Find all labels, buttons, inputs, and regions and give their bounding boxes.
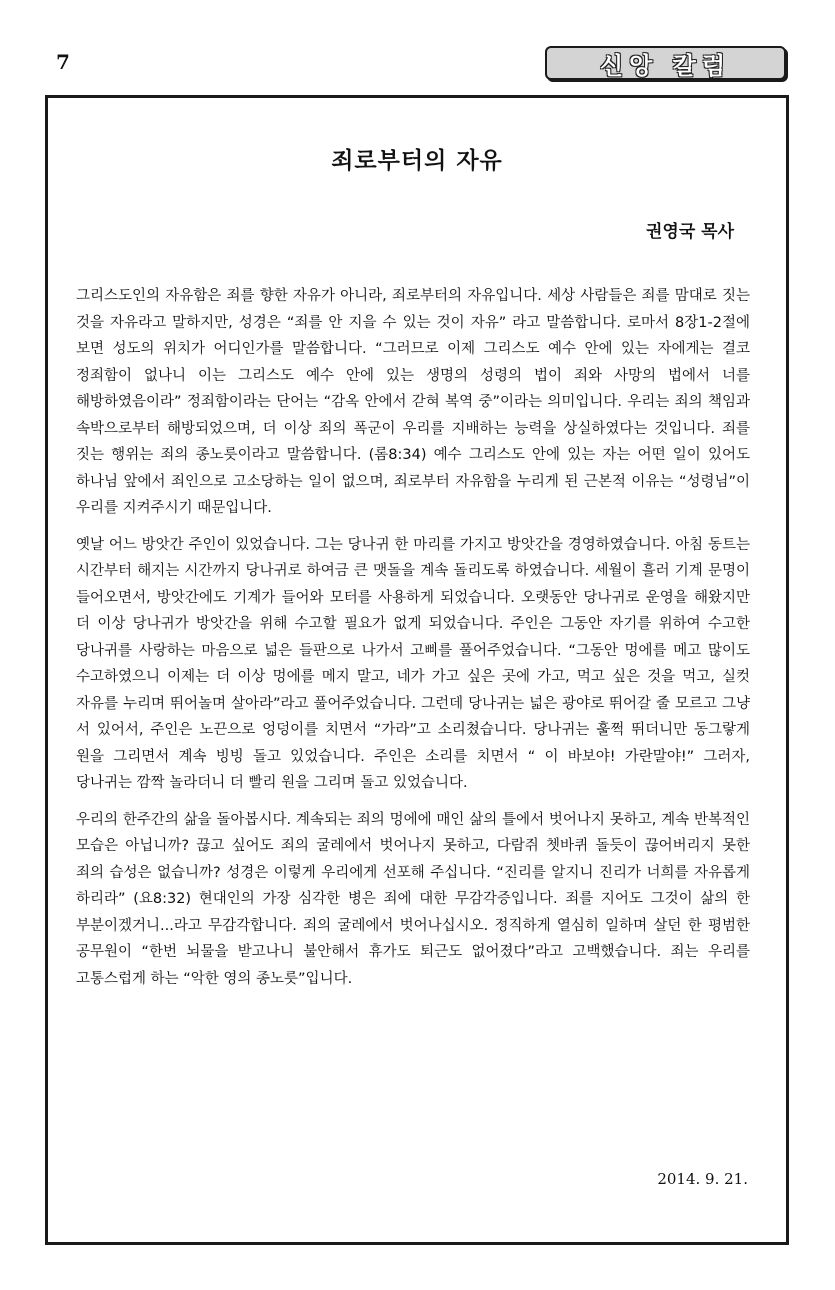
- article-author: 권영국 목사: [645, 222, 734, 242]
- section-label: 신앙 칼럼: [599, 51, 732, 80]
- article-body: [76, 283, 750, 1002]
- article-paragraph: 옛날 어느 방앗간 주인이 있었습니다. 그는 당나귀 한 마리를 가지고 방앗간을 경영하였습니다. 아침 동트는 시간부터 해지는 시간까지 당나귀로 하여금 큰 맷돌을 계속 돌리도록 하였습니다. 세월이 흘러 기계 문명이 들어오면서, 방앗간에도 기계가 들어와 모터를 사용하게 되었습니다. 오랫동안 당나귀로 운영을 해왔지만 더 이상 당나귀가 방앗간을 위해 수고할 필요가 없게 되었습니다. 주인은 그동안 자기를 위하여 수고한 당나귀를 사랑하는 마음으로 넓은 들판으로 나가서 고삐를 풀어주었습니다. “그동안 멍에를 메고 많이도 수고하였으니 이제는 더 이상 멍에를 메지 말고, 네가 가고 싶은 곳에 가고, 먹고 싶은 것을 먹고, 실컷 자유를 누리며 뛰어놀며 살아라”라고 풀어주었습니다. 그런데 당나귀는 넓은 광야로 뛰어갈 줄 모르고 그냥 서 있어서, 주인은 노끈으로 엉덩이를 치면서 “가라”고 소리쳤습니다. 당나귀는 훌쩍 뛰더니만 동그랗게 원을 그리면서 계속 빙빙 돌고 있었습니다. 주인은 소리를 치면서 “ 이 바보야! 가란말야!” 그러자, 당나귀는 깜짝 놀라더니 더 빨리 원을 그리며 돌고 있었습니다.: [76, 536, 750, 791]
- article-paragraph: 그리스도인의 자유함은 죄를 향한 자유가 아니라, 죄로부터의 자유입니다. 세상 사람들은 죄를 맘대로 짓는 것을 자유라고 말하지만, 성경은 “죄를 안 지을 수 있는 것이 자유” 라고 말씀합니다. 로마서 8장1-2절에 보면 성도의 위치가 어디인가를 말씀합니다. “그러므로 이제 그리스도 예수 안에 있는 자에게는 결코 정죄함이 없나니 이는 그리스도 예수 안에 있는 생명의 성령의 법이 죄와 사망의 법에서 너를 해방하였음이라” 정죄함이라는 단어는 “감옥 안에서 갇혀 복역 중”이라는 의미입니다. 우리는 죄의 책임과 속박으로부터 해방되었으며, 더 이상 죄의 폭군이 우리를 지배하는 능력을 상실하였다는 것입니다. 죄를 짓는 행위는 죄의 종노릇이라고 말씀합니다. (롬8:34) 예수 그리스도 안에 있는 자는 어떤 일이 있어도 하나님 앞에서 죄인으로 고소당하는 일이 없으며, 죄로부터 자유함을 누리게 된 근본적 이유는 “성령님”이 우리를 지켜주시기 때문입니다.: [76, 288, 750, 516]
- article-date: 2014. 9. 21.: [657, 1170, 748, 1188]
- section-label-tab: [545, 46, 786, 80]
- article-paragraph: 우리의 한주간의 삶을 돌아봅시다. 계속되는 죄의 멍에에 매인 삶의 틀에서 벗어나지 못하고, 계속 반복적인 모습은 아닙니까? 끊고 싶어도 죄의 굴레에서 벗어나지 못하고, 다람쥐 쳇바퀴 돌듯이 끊어버리지 못한 죄의 습성은 없습니까? 성경은 이렇게 우리에게 선포해 주십니다. “진리를 알지니 진리가 너희를 자유롭게 하리라” (요8:32) 현대인의 가장 심각한 병은 죄에 대한 무감각증입니다. 죄를 지어도 그것이 삶의 한 부분이겠거니...라고 무감각합니다. 죄의 굴레에서 벗어나십시오. 정직하게 열심히 일하며 살던 한 평범한 공무원이 “한번 뇌물을 받고나니 불안해서 휴가도 퇴근도 없어졌다”라고 고백했습니다. 죄는 우리를 고통스럽게 하는 “악한 영의 종노릇”입니다.: [76, 811, 750, 987]
- page-number: 7: [56, 50, 70, 74]
- article-title: 죄로부터의 자유: [331, 148, 503, 174]
- article-frame: [45, 95, 789, 1245]
